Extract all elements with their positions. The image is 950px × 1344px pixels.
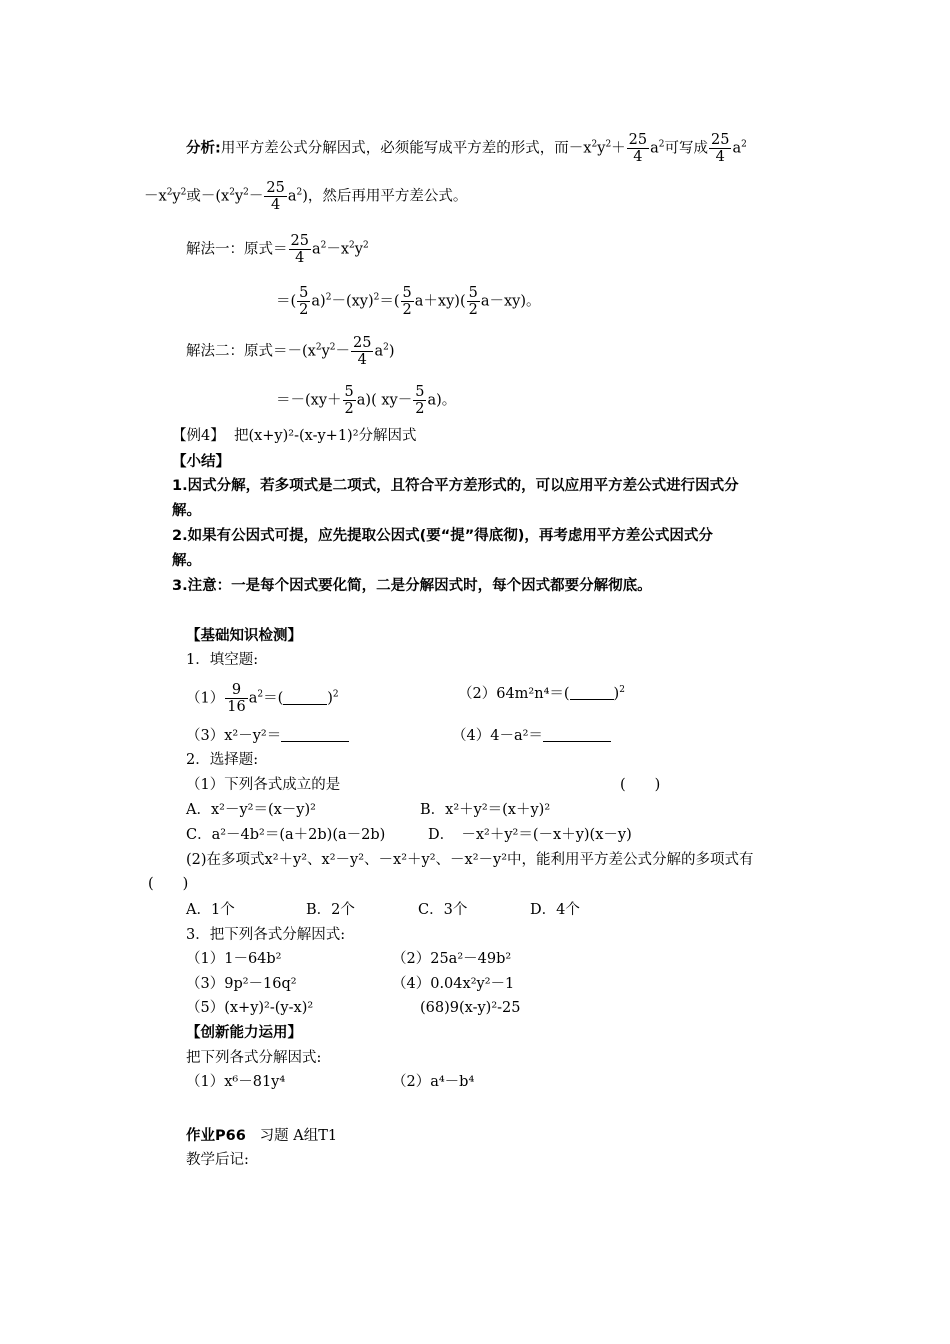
homework-text: 习题 A组T1 [259,1128,338,1144]
innovation-prompt: 把下列各式分解因式: [186,1050,322,1066]
blank-q1-2[interactable] [570,687,614,700]
basic-q3-6: (68)9(x-y)²-25 [420,1000,521,1016]
summary-item-1a: 1.因式分解，若多项式是二项式，且符合平方差形式的，可以应用平方差公式进行因式分 [172,478,739,494]
analysis-label: 分析: [186,140,221,157]
solution1-line-2: ＝( $\frac{5}{2}$ a)$^2$－(xy)$^2$＝( $\frac{5}{2}$ a＋xy)( $\frac{5}{2}$ a－xy)。 [276,285,541,318]
fraction-25-4-c: $\frac{25}{4}$ [266,180,285,213]
q2-1-option-a[interactable]: A．x²－y²＝(x－y)² [186,802,316,818]
summary-item-2b: 解。 [172,553,201,569]
q2-1-option-b[interactable]: B．x²＋y²＝(x＋y)² [420,802,551,818]
basic-q3: 3．把下列各式分解因式: [186,927,346,943]
basic-q3-4: （4）0.04x²y²－1 [392,976,515,992]
fraction-5-2-e: $\frac{5}{2}$ [415,384,425,417]
solution2-line-1: 解法二：原式$=-(x^2y^2-$ $\frac{25}{4}$ $a^2$) [186,335,395,368]
basic-q1-4 [452,726,611,746]
example4-line [172,426,417,446]
analysis-text-4: ，然后再用平方差公式。 [307,188,468,205]
analysis-text-2: 可写成 [664,140,709,157]
summary-title: 【小结】 [172,454,230,470]
q2-2-option-c[interactable]: C．3个 [418,902,468,918]
fraction-5-2: $\frac{5}{2}$ [299,285,309,318]
basic-q1-1: （1） $\frac{9}{16}$ $a^2=$( )$^2$ [186,682,339,715]
basic-q2-2: (2)在多项式x²＋y²、x²－y²、－x²＋y²、－x²－y²中，能利用平方差公式分解的多项式有 [186,852,754,868]
analysis-line-1: 分析:用平方差公式分解因式，必须能写成平方差的形式，而$-x^2y^2+$ $\frac{25}{4}$ $a^2$可写成 $\frac{25}{4}$ $a^2$ [186,132,747,165]
basic-q3-3: （3）9p²－16q² [186,976,297,992]
basic-q2: 2．选择题: [186,752,259,768]
basic-q1-2: （2）64m²n⁴＝( )$^2$ [458,685,625,702]
innovation-q1: （1）x⁶－81y⁴ [186,1074,286,1090]
q1-3-text: （3）x²－y²＝ [186,728,282,744]
blank-q1-1[interactable] [283,692,327,705]
basic-q3-2: （2）25a²－49b² [392,951,512,967]
innovation-q2: （2）a⁴－b⁴ [392,1074,475,1090]
basic-q3-1: （1）1－64b² [186,951,282,967]
solution2-end: a)。 [427,392,457,409]
homework-line [186,1126,337,1146]
analysis-line-2: $-x^2y^2$或$-(x^2y^2-$ $\frac{25}{4}$ $a^2$)，然后再用平方差公式。 [144,180,468,213]
solution2-label: 解法二：原式＝－(x [186,343,316,360]
homework-label: 作业P66 [186,1128,246,1144]
q1-4-text: （4）4－a²＝ [452,728,543,744]
analysis-text-3: 或－(x [186,188,230,205]
summary-item-1b: 解。 [172,503,201,519]
basic-q2-2-paren: ( ) [148,876,189,892]
solution1-label: 解法一：原式＝ [186,241,288,258]
basic-q1: 1．填空题: [186,652,259,668]
fraction-5-2-c: $\frac{5}{2}$ [468,285,478,318]
fraction-25-4-d: $\frac{25}{4}$ [290,233,309,266]
basic-q2-1: （1）下列各式成立的是 [186,777,341,793]
fraction-25-4-b: $\frac{25}{4}$ [711,132,730,165]
example4-text: 把(x+y)²-(x-y+1)²分解因式 [233,428,417,444]
basic-q2-1-paren: ( ) [620,777,661,793]
blank-q1-3[interactable] [281,727,349,742]
q1-1-label: （1） [186,690,225,707]
blank-q1-4[interactable] [543,727,611,742]
solution2-line-2: ＝－(xy＋ $\frac{5}{2}$ a)( xy－ $\frac{5}{2}$ a)。 [276,384,457,417]
fraction-9-16: $\frac{9}{16}$ [227,682,246,715]
q2-2-option-b[interactable]: B．2个 [306,902,355,918]
q1-2-text: （2）64m²n⁴＝( [458,686,570,702]
postscript: 教学后记: [186,1152,249,1168]
basic-q3-5: （5）(x+y)²-(y-x)² [186,1000,314,1016]
fraction-5-2-b: $\frac{5}{2}$ [402,285,412,318]
solution1-line-1: 解法一：原式＝ $\frac{25}{4}$ $a^2-x^2y^2$ [186,233,369,266]
fraction-25-4-e: $\frac{25}{4}$ [353,335,372,368]
q2-2-option-a[interactable]: A．1个 [186,902,235,918]
analysis-text-1: 用平方差公式分解因式，必须能写成平方差的形式，而－x [220,140,592,157]
innovation-title: 【创新能力运用】 [186,1025,302,1041]
solution1-end: a－xy)。 [480,293,541,310]
q2-1-option-c[interactable]: C．a²－4b²＝(a＋2b)(a－2b) [186,827,386,843]
q2-2-option-d[interactable]: D．4个 [530,902,580,918]
basic-q1-3 [186,726,349,746]
basic-title: 【基础知识检测】 [186,628,302,644]
summary-item-3: 3.注意：一是每个因式要化简，二是分解因式时，每个因式都要分解彻底。 [172,578,652,594]
fraction-5-2-d: $\frac{5}{2}$ [344,384,354,417]
example4-label: 【例4】 [172,428,225,444]
fraction-25-4: $\frac{25}{4}$ [628,132,648,165]
q2-1-option-d[interactable]: D． －x²＋y²＝(－x＋y)(x－y) [428,827,632,843]
summary-item-2a: 2.如果有公因式可提，应先提取公因式(要“提”得底彻)，再考虑用平方差公式因式分 [172,528,713,544]
